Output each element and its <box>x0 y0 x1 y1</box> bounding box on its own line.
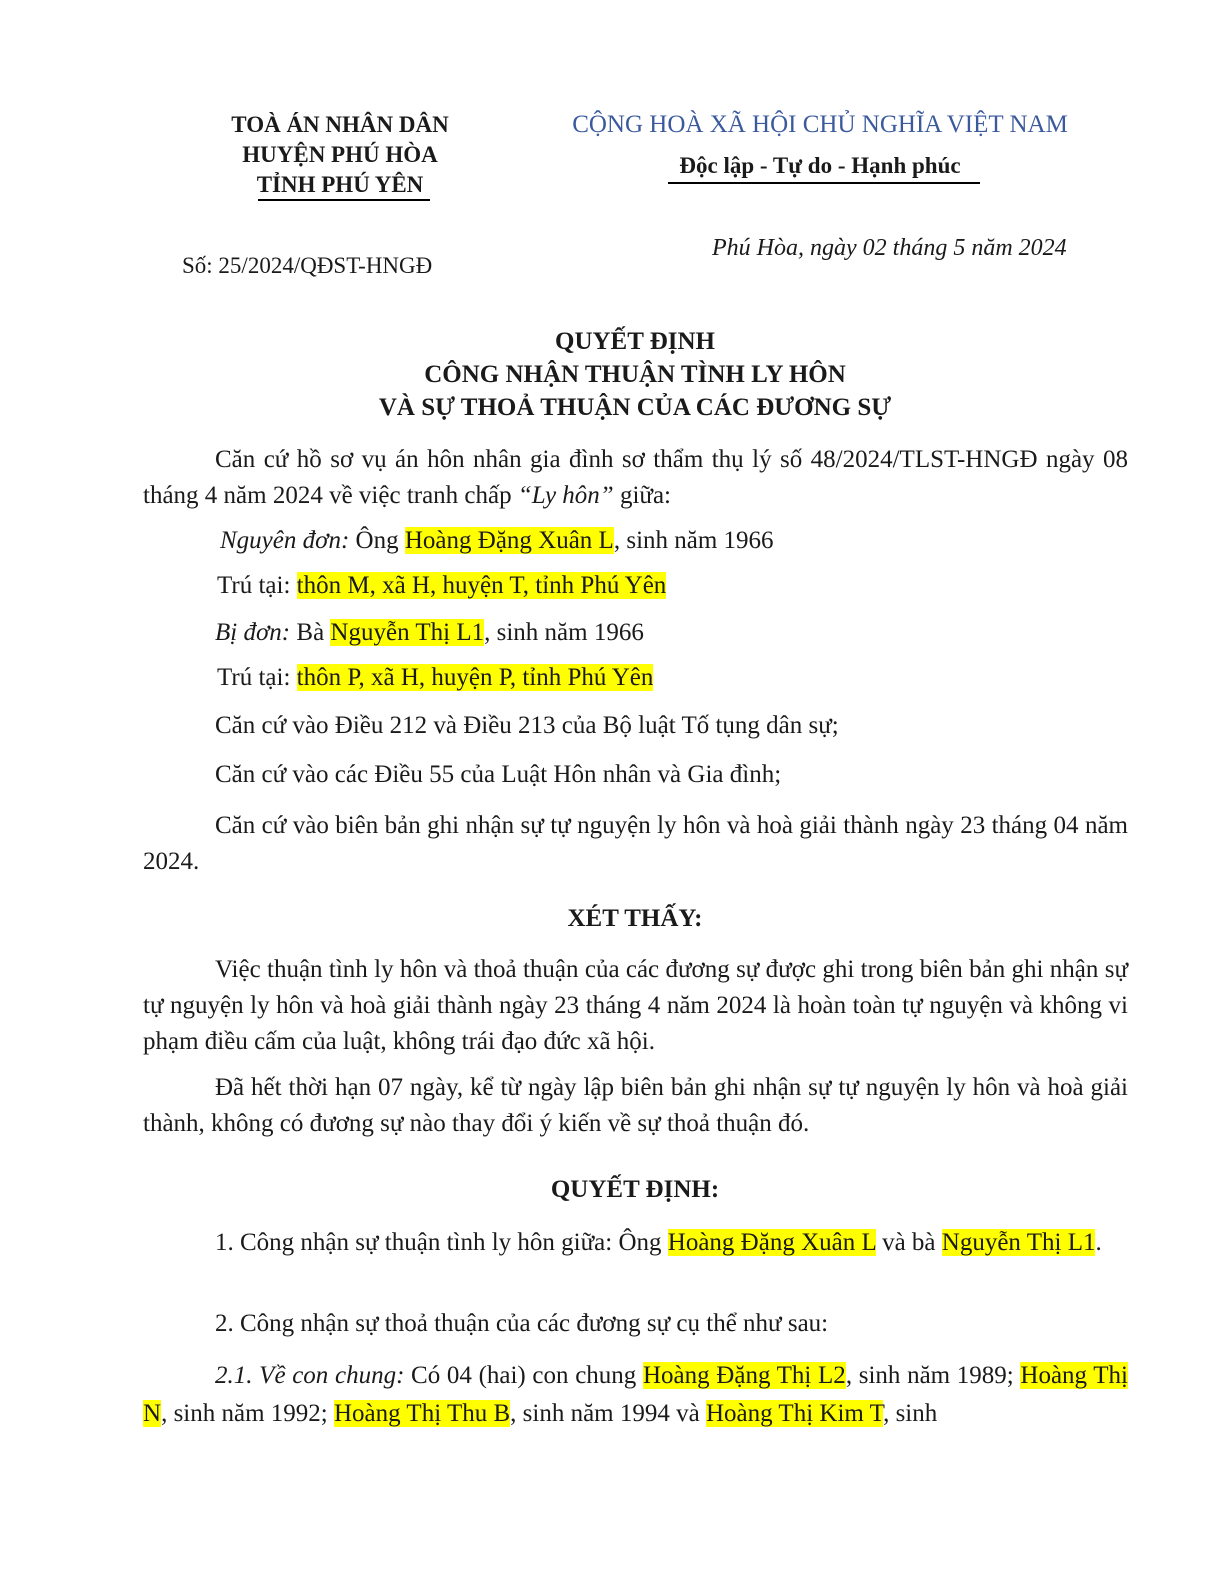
findings-heading: XÉT THẤY: <box>567 905 703 932</box>
child-1-birth: , sinh năm 1989; <box>845 1362 1021 1389</box>
court-line-3: TỈNH PHÚ YÊN <box>256 172 424 197</box>
item1-name-1: Hoàng Đặng Xuân L <box>667 1229 876 1256</box>
decision-item-2-1 <box>143 1357 1128 1433</box>
case-type: “Ly hôn” <box>517 482 614 509</box>
item21-label: 2.1. Về con chung: <box>215 1362 405 1389</box>
decision-item-1 <box>143 1224 1128 1262</box>
child-3-name: Hoàng Thị Thu B <box>333 1400 511 1427</box>
motto: Độc lập - Tự do - Hạnh phúc <box>679 153 961 178</box>
child-2-birth: , sinh năm 1992; <box>161 1400 334 1427</box>
court-line-2: HUYỆN PHÚ HÒA <box>242 142 438 167</box>
defendant-birth: , sinh năm 1966 <box>484 619 644 646</box>
title-line-2: CÔNG NHẬN THUẬN TÌNH LY HÔN <box>424 361 846 388</box>
court-line-1: TOÀ ÁN NHÂN DÂN <box>231 112 449 137</box>
law-basis-1: Căn cứ vào Điều 212 và Điều 213 của Bộ luật Tố tụng dân sự; <box>215 712 839 739</box>
residence-label: Trú tại: <box>217 572 297 599</box>
motto-underline <box>668 182 980 184</box>
defendant-line <box>215 619 644 647</box>
nation-title: CỘNG HOÀ XÃ HỘI CHỦ NGHĨA VIỆT NAM <box>572 111 1068 138</box>
item1-end: . <box>1095 1229 1102 1256</box>
plaintiff-address: thôn M, xã H, huyện T, tỉnh Phú Yên <box>296 572 667 599</box>
child-3-birth: , sinh năm 1994 và <box>510 1400 706 1427</box>
title-line-1: QUYẾT ĐỊNH <box>555 328 715 355</box>
place-date: Phú Hòa, ngày 02 tháng 5 năm 2024 <box>712 235 1067 261</box>
title-line-3: VÀ SỰ THOẢ THUẬN CỦA CÁC ĐƯƠNG SỰ <box>378 394 892 421</box>
item1-mid: và bà <box>875 1229 942 1256</box>
residence-label: Trú tại: <box>217 664 297 691</box>
document-number: Số: 25/2024/QĐST-HNGĐ <box>182 253 433 278</box>
decision-item-2: 2. Công nhận sự thoả thuận của các đương sự cụ thể như sau: <box>215 1310 829 1337</box>
defendant-residence <box>217 664 653 692</box>
defendant-address: thôn P, xã H, huyện P, tỉnh Phú Yên <box>296 664 654 691</box>
decision-heading: QUYẾT ĐỊNH: <box>550 1176 720 1203</box>
court-name <box>180 110 500 200</box>
child-2-name: Hoàng Thị N <box>143 1362 1128 1427</box>
basis-intro-end: giữa: <box>613 482 672 509</box>
item21-text: Có 04 (hai) con chung <box>404 1362 643 1389</box>
plaintiff-prefix: Ông <box>349 527 405 554</box>
law-basis-2: Căn cứ vào các Điều 55 của Luật Hôn nhân và Gia đình; <box>215 761 782 788</box>
law-basis-3: Căn cứ vào biên bản ghi nhận sự tự nguyện ly hôn và hoà giải thành ngày 23 tháng 04 năm 2024. <box>143 812 1128 875</box>
basis-intro-text: Căn cứ hồ sơ vụ án hôn nhân gia đình sơ thẩm thụ lý số 48/2024/TLST-HNGĐ ngày 08 tháng 4 năm 2024 về việc tranh chấp <box>143 446 1128 509</box>
defendant-label: Bị đơn: <box>215 619 291 646</box>
plaintiff-line <box>220 527 774 555</box>
plaintiff-birth: , sinh năm 1966 <box>613 527 774 554</box>
findings-para-1: Việc thuận tình ly hôn và thoả thuận của các đương sự được ghi trong biên bản ghi nhận sự tự nguyện ly hôn và hoà giải thành ngày 23 tháng 4 năm 2024 là hoàn toàn tự nguyện và không vi phạm điều cấm của luật, không trái đạo đức xã hội. <box>143 956 1128 1055</box>
plaintiff-residence <box>217 572 666 600</box>
defendant-prefix: Bà <box>290 619 331 646</box>
defendant-name: Nguyễn Thị L1 <box>330 619 485 646</box>
child-4-name: Hoàng Thị Kim T <box>705 1400 884 1427</box>
court-underline <box>258 199 430 201</box>
findings-para-2: Đã hết thời hạn 07 ngày, kể từ ngày lập biên bản ghi nhận sự tự nguyện ly hôn và hoà giải thành, không có đương sự nào thay đổi ý kiến về sự thoả thuận đó. <box>143 1074 1128 1137</box>
item1-name-2: Nguyễn Thị L1 <box>941 1229 1096 1256</box>
basis-intro <box>143 442 1128 514</box>
document-title <box>140 325 1130 424</box>
child-4-birth: , sinh <box>883 1400 938 1427</box>
plaintiff-label: Nguyên đơn: <box>220 527 350 554</box>
child-1-name: Hoàng Đặng Thị L2 <box>642 1362 846 1389</box>
plaintiff-name: Hoàng Đặng Xuân L <box>404 527 614 554</box>
item1-prefix: 1. Công nhận sự thuận tình ly hôn giữa: Ông <box>215 1229 668 1256</box>
